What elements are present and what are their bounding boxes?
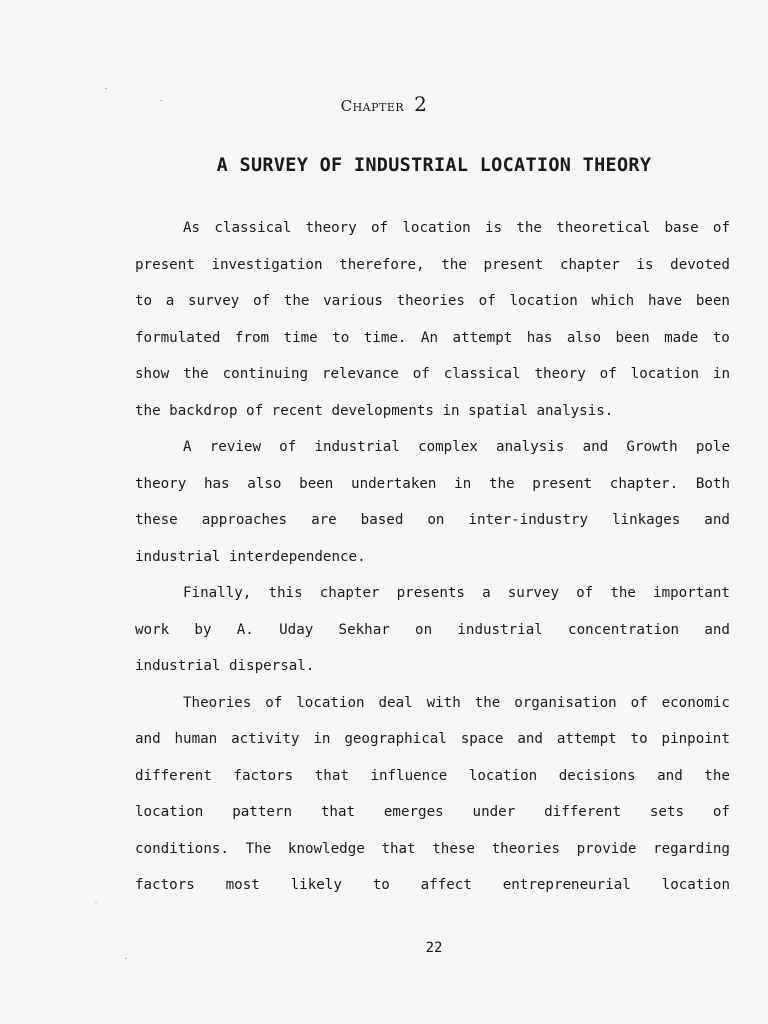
text-line: and human activity in geographical space and attempt to pinpoint: [135, 731, 730, 747]
text-line: the backdrop of recent developments in spatial analysis.: [135, 402, 614, 419]
chapter-number: 2: [414, 92, 428, 116]
page-number: 22: [425, 940, 443, 956]
text-line: factors most likely to affect entrepreneurial location: [135, 877, 730, 893]
text-line: Finally, this chapter presents a survey of the important: [183, 585, 730, 601]
text-line: Theories of location deal with the organisation of economic: [183, 694, 730, 711]
chapter-title: A SURVEY OF INDUSTRIAL LOCATION THEORY: [216, 155, 652, 176]
chapter-word: Chapter: [340, 97, 405, 115]
body-text: [135, 214, 730, 908]
chapter-heading: [0, 92, 768, 116]
text-line: conditions. The knowledge that these theories provide regarding: [135, 840, 730, 857]
text-line: industrial dispersal.: [135, 658, 315, 674]
text-line: location pattern that emerges under different sets of: [135, 804, 730, 820]
text-line: different factors that influence location decisions and the: [135, 767, 730, 784]
text-line: these approaches are based on inter-industry linkages and: [135, 512, 730, 528]
text-line: present investigation therefore, the present chapter is devoted: [135, 256, 730, 273]
scan-speck: [160, 100, 162, 101]
text-line: A review of industrial complex analysis and Growth pole: [183, 439, 730, 455]
text-line: work by A. Uday Sekhar on industrial concentration and: [135, 621, 730, 638]
scan-speck: [95, 902, 97, 903]
text-line: theory has also been undertaken in the present chapter. Both: [135, 475, 730, 492]
scan-speck: [105, 88, 107, 89]
text-line: industrial interdependence.: [135, 548, 366, 565]
scan-speck: [125, 958, 127, 959]
text-line: formulated from time to time. An attempt has also been made to: [135, 329, 730, 346]
text-line: As classical theory of location is the theoretical base of: [183, 220, 730, 236]
text-line: show the continuing relevance of classical theory of location in: [135, 366, 730, 382]
text-line: to a survey of the various theories of location which have been: [135, 293, 730, 309]
